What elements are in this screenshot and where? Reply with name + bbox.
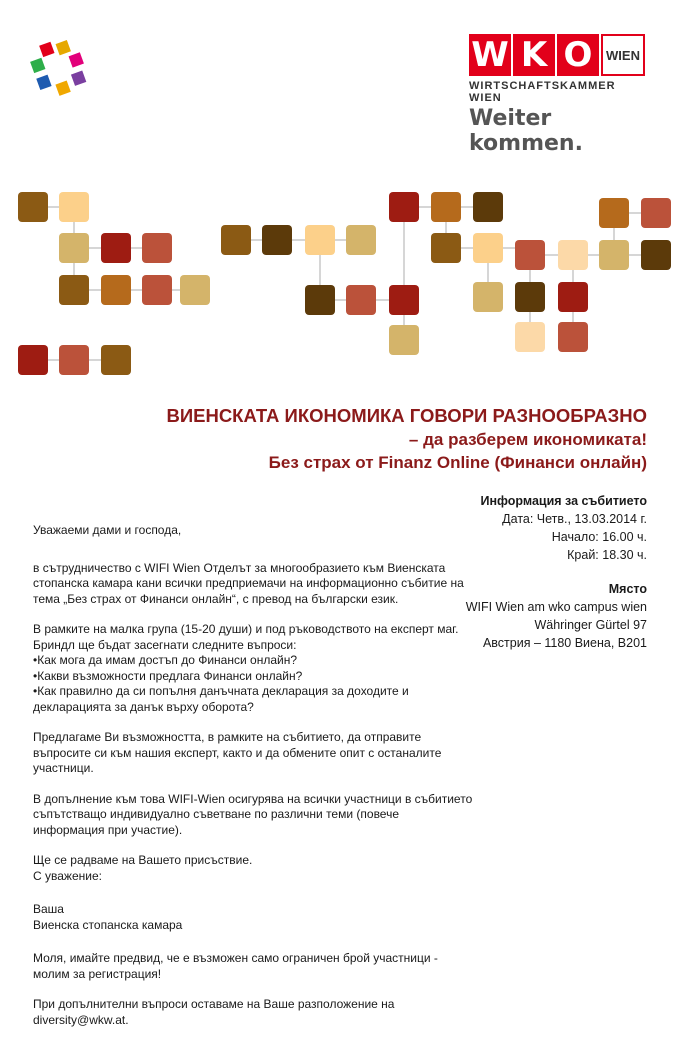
place-line-1: WIFI Wien am wko campus wien (465, 600, 647, 614)
topic-bullet-1: •Как мога да имам достъп до Финанси онлайн? (33, 653, 297, 667)
contact-note: При допълнителни въпроси оставаме на Ваше разположение на diversity@wkw.at. (33, 997, 395, 1027)
paragraph-questions: Предлагаме Ви възможността, в рамките на събитието, да отправите въпросите си към нашия експерт, както и да обмените опит с останалите участници. (33, 730, 442, 775)
place-line-2: Währinger Gürtel 97 (534, 618, 647, 632)
wko-wien: WIEN (601, 34, 645, 76)
decorative-mosaic (0, 185, 679, 385)
event-topic: Без страх от Finanz Online (Финанси онлайн) (268, 453, 647, 472)
letter-body (33, 523, 473, 1043)
page-title: ВИЕНСКАТА ИКОНОМИКА ГОВОРИ РАЗНООБРАЗНО (166, 405, 647, 426)
greeting: Уважаеми дами и господа, (33, 523, 182, 537)
place-line-3: Австрия – 1180 Виена, B201 (482, 636, 647, 650)
event-info-heading: Информация за събитието (480, 494, 647, 508)
event-end: Край: 18.30 ч. (567, 548, 647, 562)
wko-letter-o: O (557, 34, 599, 76)
paragraph-consulting: В допълнение към това WIFI-Wien осигурява на всички участници в събитието съпътстващо индивидуално съветване по различни теми (повече информация при участие). (33, 791, 473, 837)
registration-note: Моля, имайте предвид, че е възможен само ограничен брой участници - молим за регистрация! (33, 951, 438, 981)
event-start: Начало: 16.00 ч. (551, 530, 647, 544)
page-subtitle: – да разберем икономиката! (408, 430, 647, 449)
wko-logo (469, 34, 647, 156)
signature-1: Ваша (33, 902, 64, 916)
place-heading: Място (608, 582, 647, 596)
topic-bullet-3: •Как правилно да си попълня данъчната декларация за доходите и декларацията за данък върху оборота? (33, 684, 409, 714)
regards: С уважение: (33, 868, 102, 883)
diversity-logo-icon (28, 38, 92, 98)
wko-letter-w: W (469, 34, 511, 76)
signature-2: Виенска стопанска камара (33, 917, 183, 932)
closing-line: Ще се радваме на Вашето присъствие. (33, 853, 253, 867)
paragraph-invitation: в сътрудничество с WIFI Wien Отделът за многообразието към Виенската стопанска камара кани всички предприемачи на информационно събитие на тема „Без страх от Финанси онлайн“, с превод на български език. (33, 560, 464, 606)
title-block (166, 404, 647, 474)
topic-bullet-2: •Какви възможности предлага Финанси онлайн? (33, 668, 303, 683)
wko-subtitle: WIRTSCHAFTSKAMMER WIEN (469, 80, 616, 104)
event-info (466, 492, 647, 652)
wko-slogan: Weiter kommen. (469, 106, 583, 156)
paragraph-topics-intro: В рамките на малка група (15-20 души) и под ръководството на експерт маг. Бриндл ще бъдат засегнати следните въпроси: (33, 622, 459, 652)
event-date: Дата: Четв., 13.03.2014 г. (502, 512, 647, 526)
wko-letter-k: K (513, 34, 555, 76)
